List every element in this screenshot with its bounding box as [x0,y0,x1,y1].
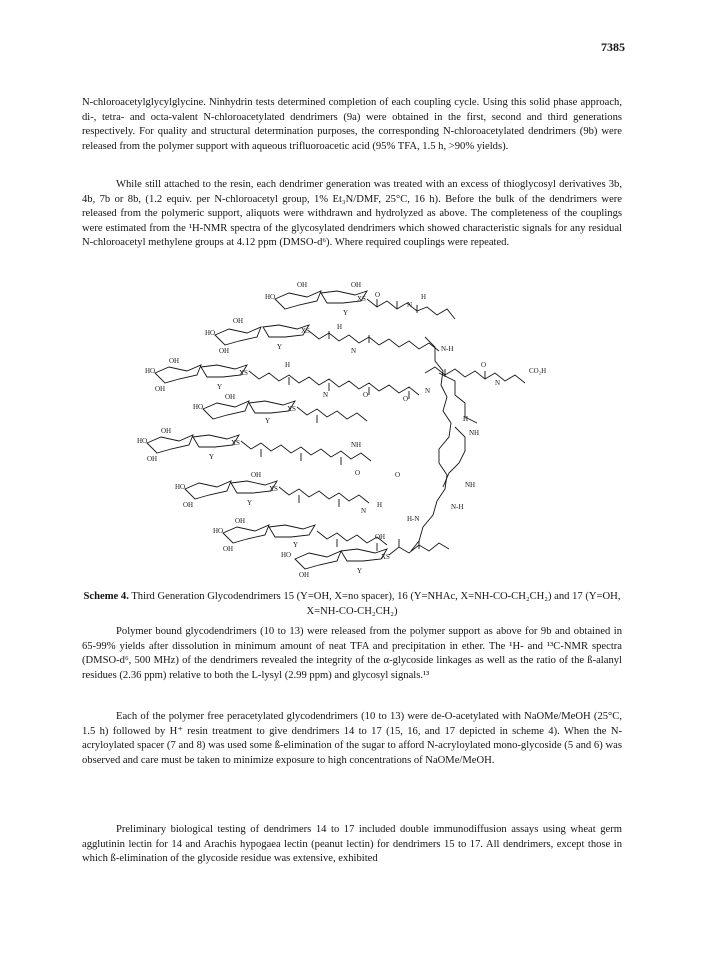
atom-label-oh: OH [219,347,230,355]
atom-label-y: Y [209,453,215,461]
atom-label-h: H [377,501,383,509]
atom-label-o: O [355,469,361,477]
atom-label-o: O [375,291,381,299]
atom-label-oh: OH [251,471,262,479]
atom-label-y: Y [343,309,349,317]
atom-label-nh-h: N-H [451,503,464,511]
scheme-4-structure [125,277,565,587]
atom-label-ho: HO [205,329,216,337]
atom-label-oh: OH [235,517,246,525]
atom-label-oh: OH [155,385,166,393]
atom-label-oh: OH [233,317,244,325]
atom-label-h: H [285,361,291,369]
atom-label-oh: OH [299,571,310,579]
atom-label-nh-h: N-H [441,345,454,353]
atom-label-n: N [425,387,431,395]
atom-label-ho: HO [175,483,186,491]
atom-label-y: Y [247,499,253,507]
atom-label-xs: XS [287,405,296,413]
paragraph-5: Preliminary biological testing of dendrimers 14 to 17 included double immunodiffusion assays using wheat germ agglutinin lectin for 14 and Arachis hypogaea lectin (peanut lectin) for dendrimers 15 to 17. All dendrimers, except those in which ß-elimination of the glycoside residue was extensive, exhibited [82,824,622,865]
atom-label-oh: OH [351,281,362,289]
paragraph-1: N-chloroacetylglycylglycine. Ninhydrin tests determined completion of each coupling cycle. Using this solid phase approach, di-, tetra- and octa-valent N-chloroacetylated dendrimers (9a) were obtained in the first, second and third generations respectively. For quality and structural determination purposes, the corresponding N-chloroacetylated dendrimers (9b) were released from the polymer support with aqueous trifluoroacetic acid (95% TFA, 1.5 h, >90% yields). [82,97,622,152]
atom-label-oh: OH [223,545,234,553]
atom-label-xs: XS [301,327,310,335]
atom-label-n: N [495,379,501,387]
page-number: 7385 [601,40,625,54]
atom-label-oh: OH [147,455,158,463]
atom-label-ho: HO [145,367,156,375]
atom-label-hn: H-N [407,515,420,523]
atom-label-co2h: CO₂H [529,367,547,375]
atom-label-o: O [363,391,369,399]
atom-label-xs: XS [357,295,366,303]
atom-label-oh: OH [375,533,386,541]
atom-label-oh: OH [297,281,308,289]
scheme-caption [82,590,622,619]
atom-label-ho: HO [265,293,276,301]
atom-label-ho: HO [137,437,148,445]
atom-label-xs: XS [381,553,390,561]
paragraph-2: While still attached to the resin, each dendrimer generation was treated with an excess of thioglycosyl derivatives 3b, 4b, 7b or 8b, (1.2 equiv. per N-chloroacetyl group, 1% Et₃N/DMF, 25°C, 16 h). Before the bulk of the dendrimers were released from the polymeric support, aliquots were withdrawn and hydrolyzed as above. The completeness of the couplings were estimated from the ¹H-NMR spectra of the glycosylated dendrimers which showed characteristic signals for any residual N-chloroacetyl methylene groups at 4.12 ppm (DMSO-d⁶). Where required couplings were repeated. [82,179,622,249]
atom-label-o: O [395,471,401,479]
atom-label-oh: OH [161,427,172,435]
atom-label-n: N [361,507,367,515]
atom-label-o: O [403,395,409,403]
paragraph-3: Polymer bound glycodendrimers (10 to 13) were released from the polymer support as above for 9b and obtained in 65-99% yields after dissolution in minimum amount of neat TFA and precipitation in ether. The ¹H- and ¹³C-NMR spectra (DMSO-d⁶, 500 MHz) of the dendrimers revealed the integrity of the α-glycoside linkages as well as the ratio of the ß-alanyl residues (2.36 ppm) relative to both the L-lysyl (2.99 ppm) and glycosyl signals.¹³ [82,626,622,681]
atom-label-oh: OH [183,501,194,509]
atom-label-xs: XS [239,369,248,377]
atom-label-h: H [337,323,343,331]
atom-label-oh: OH [169,357,180,365]
atom-label-oh: OH [225,393,236,401]
atom-label-nh: NH [465,481,476,489]
atom-label-ho: HO [281,551,292,559]
atom-label-y: Y [265,417,271,425]
atom-label-y: Y [357,567,363,575]
caption-text: Third Generation Glycodendrimers 15 (Y=OH, X=no spacer), 16 (Y=NHAc, X=NH-CO-CH₂CH₂) and 17 (Y=OH, X=NH-CO-CH₂CH₂) [131,591,621,617]
atom-label-xs: XS [269,485,278,493]
atom-label-nh: NH [351,441,362,449]
atom-label-y: Y [217,383,223,391]
atom-label-y: Y [277,343,283,351]
atom-label-ho: HO [193,403,204,411]
atom-label-xs: XS [231,439,240,447]
caption-label: Scheme 4. [83,591,129,602]
atom-label-o: O [481,361,487,369]
atom-label-ho: HO [213,527,224,535]
atom-label-n: N [351,347,357,355]
atom-label-h: H [463,415,469,423]
atom-label-nh: NH [469,429,480,437]
atom-label-n: N [407,301,413,309]
atom-label-h: H [421,293,427,301]
paragraph-4: Each of the polymer free peracetylated glycodendrimers (10 to 13) were de-O-acetylated with NaOMe/MeOH (25°C, 1.5 h) followed by H⁺ resin treatment to give dendrimers 14 to 17 (15, 16, and 17 depicted in scheme 4). When the N-acryloylated spacer (7 and 8) was used some ß-elimination of the sugar to afford N-acryloylated mono-glycoside (5 and 6) was observed and care must be taken to minimize exposure to high concentrations of NaOMe/MeOH. [82,711,622,766]
atom-label-y: Y [293,541,299,549]
atom-label-n: N [323,391,329,399]
